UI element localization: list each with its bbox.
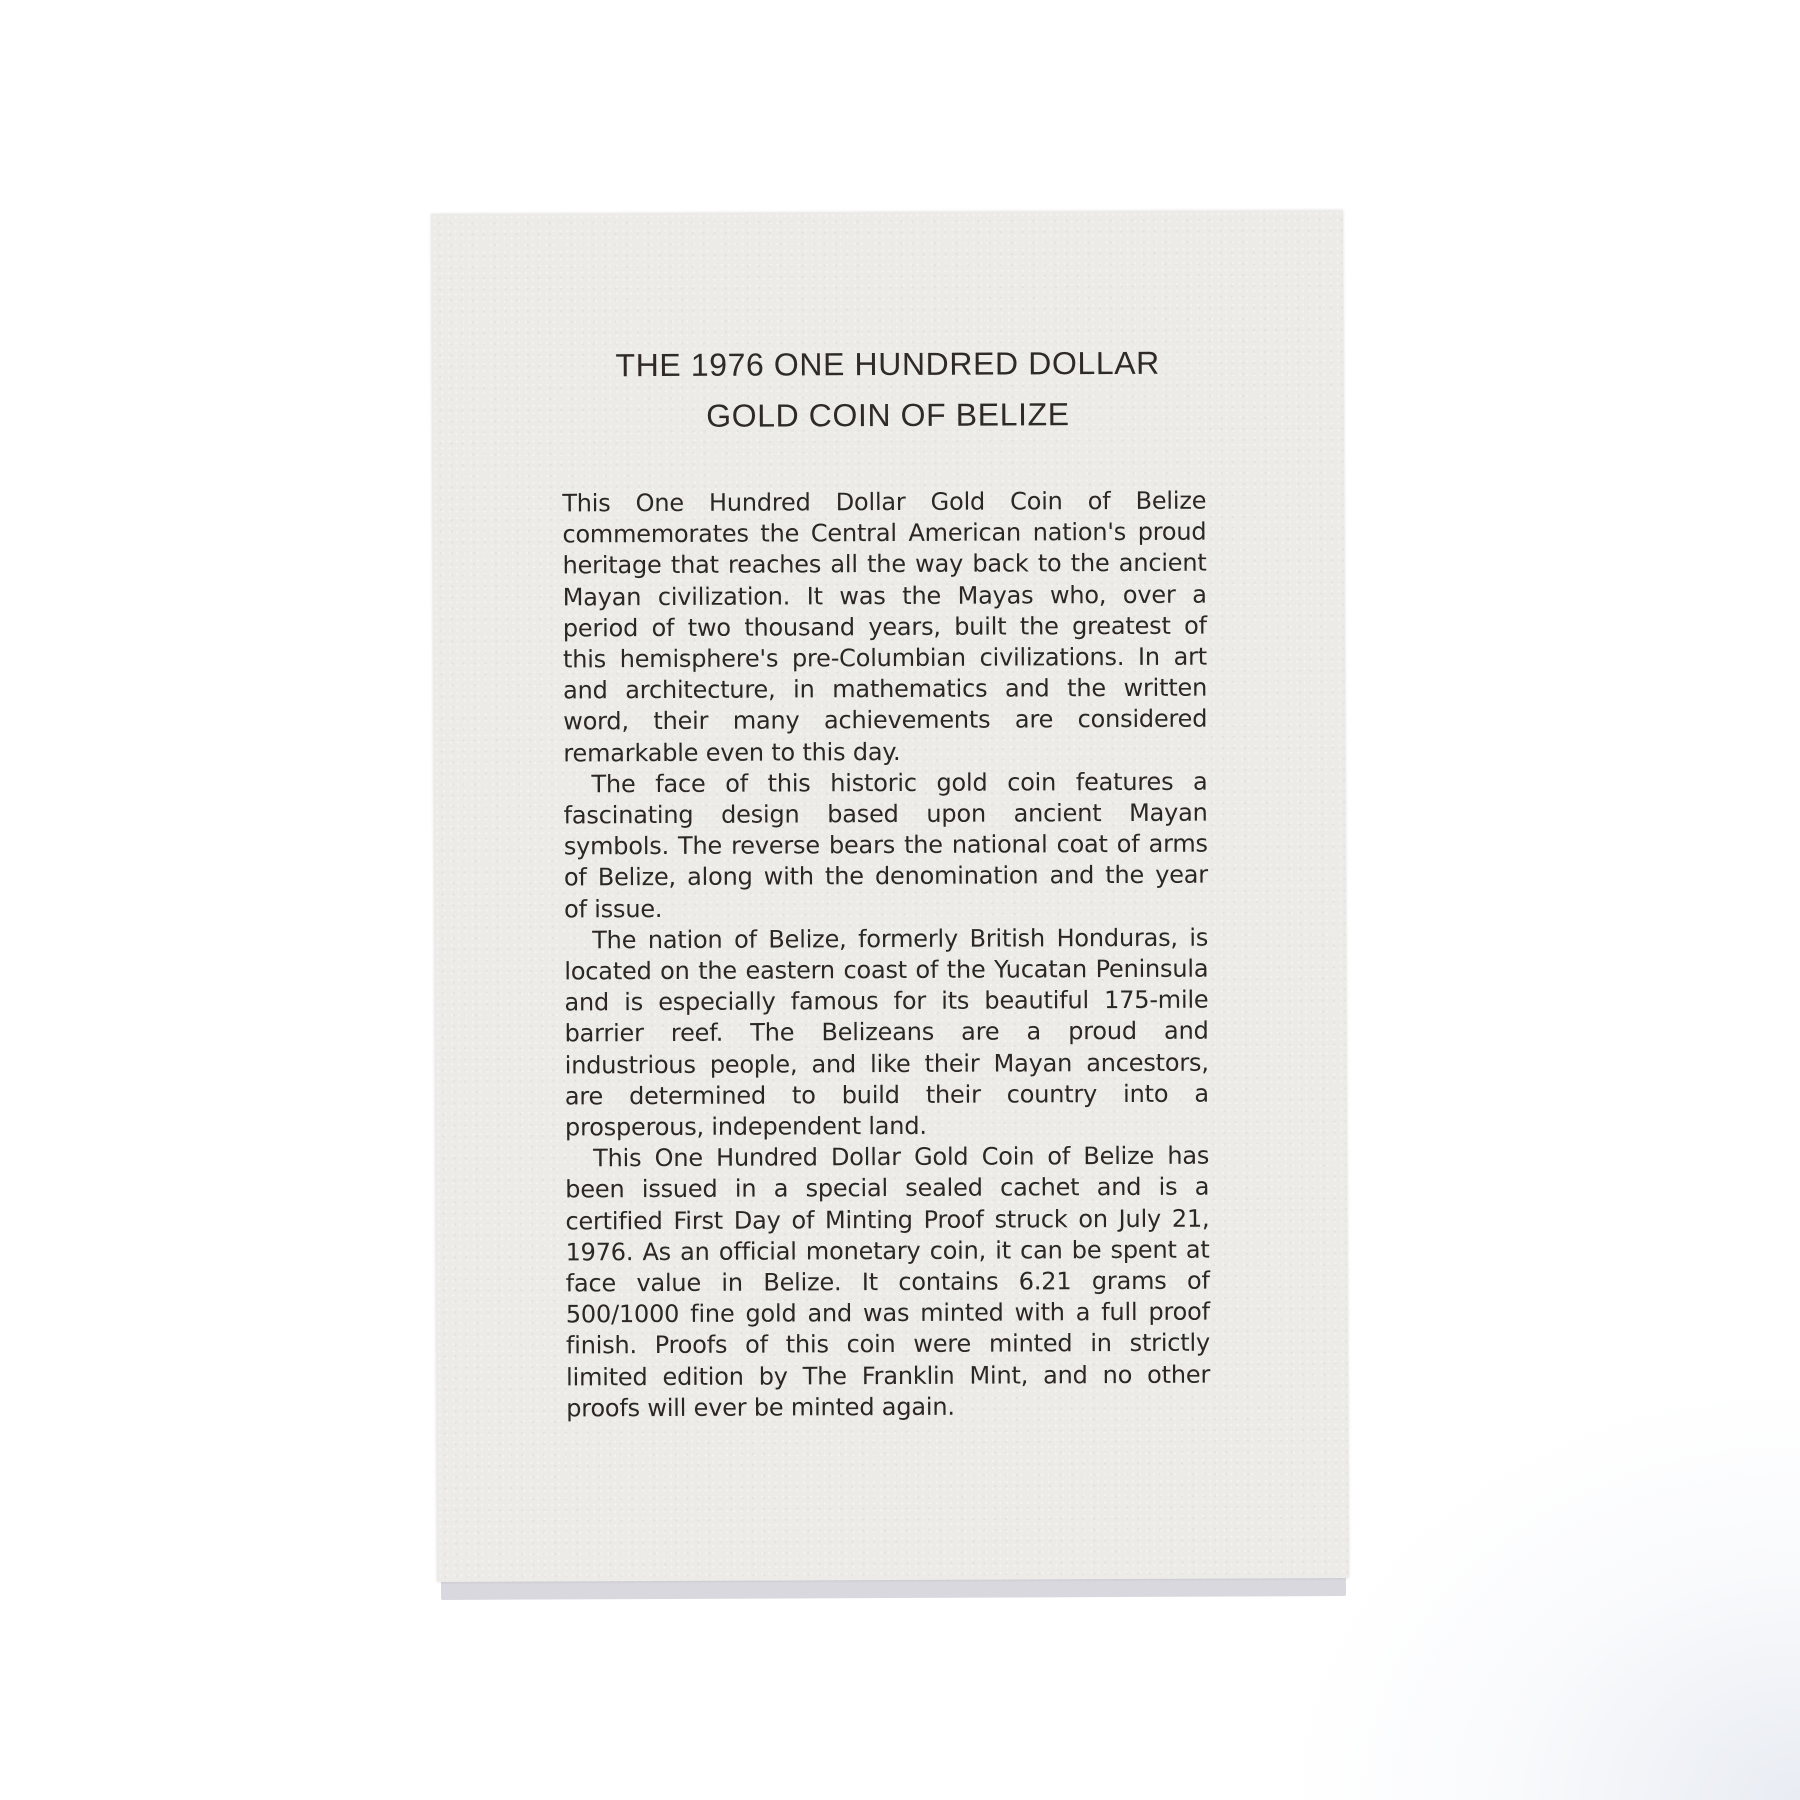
card-title <box>432 337 1344 443</box>
paragraph-heritage: This One Hundred Dollar Gold Coin of Belize commemorates the Central American nation's proud heritage that reaches all the way back to the ancient Mayan civilization. It was the Mayas who, over a period of two thousand years, built the greatest of this hemisphere's pre-Columbian civilizations. In art and architecture, in mathematics and the written word, their many achievements are considered remarkable even to this day. <box>562 486 1208 768</box>
paragraph-coin-design: The face of this historic gold coin features a fascinating design based upon ancient Mayan symbols. The reverse bears the national coat of arms of Belize, along with the denomination and the year of issue. <box>563 767 1208 924</box>
paragraph-nation: The nation of Belize, formerly British Honduras, is located on the eastern coast of the Yucatan Peninsula and is especially famous for its beautiful 175-mile barrier reef. The Belizeans are a proud and industrious people, and like their Mayan ancestors, are determined to build their country into a prosperous, independent land. <box>564 923 1209 1142</box>
card-title-line-1: THE 1976 ONE HUNDRED DOLLAR <box>615 344 1160 384</box>
paragraph-issue-details: This One Hundred Dollar Gold Coin of Belize has been issued in a special sealed cachet and is a certified First Day of Minting Proof struck on July 21, 1976. As an official monetary coin, it can be spent at face value in Belize. It contains 6.21 grams of 500/1000 fine gold and was minted with a full proof finish. Proofs of this coin were minted in strictly limited edition by The Franklin Mint, and no other proofs will ever be minted again. <box>565 1141 1211 1423</box>
certificate-card <box>431 210 1349 1582</box>
card-body-text <box>562 486 1210 1425</box>
backdrop-shadow <box>1280 1380 1800 1800</box>
card-title-line-2: GOLD COIN OF BELIZE <box>706 396 1070 434</box>
